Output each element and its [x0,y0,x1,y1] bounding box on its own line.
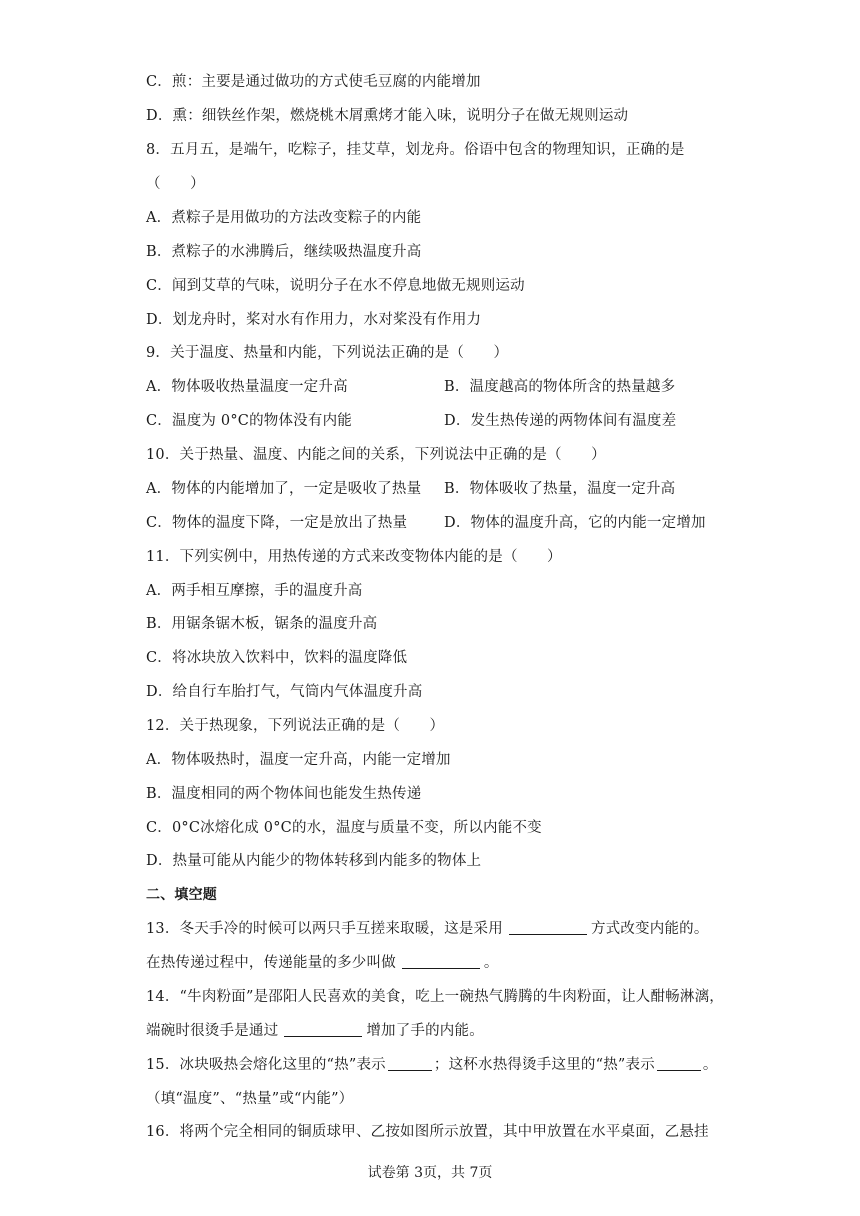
q16-stem: 16．将两个完全相同的铜质球甲、乙按如图所示放置，其中甲放置在水平桌面，乙悬挂 [146,1124,709,1140]
q13-line2 [146,953,499,973]
q15-text-part1: 15．冰块吸热会熔化这里的“热”表示 [146,1057,386,1073]
q8-answer-bracket: （ ） [146,176,205,192]
q8-option-d: D．划龙舟时，桨对水有作用力，水对桨没有作用力 [146,312,482,328]
q13-text-part2: 方式改变内能的。 [590,921,709,937]
q14-line1: 14．“牛肉粉面”是邵阳人民喜欢的美食，吃上一碗热气腾腾的牛肉粉面，让人酣畅淋漓， [146,989,724,1005]
q15-blank-2[interactable] [657,1056,701,1071]
q12-option-c: C．0°C冰熔化成 0°C的水，温度与质量不变，所以内能不变 [146,820,542,836]
q13-text-part1: 13．冬天手冷的时候可以两只手互搓来取暖，这是采用 [146,921,503,937]
q8-option-c: C．闻到艾草的气味，说明分子在水不停息地做无规则运动 [146,278,525,294]
q14-text-part1: 端碗时很烫手是通过 [146,1023,279,1039]
q15-text-part2: ；这杯水热得烫手这里的“热”表示 [433,1057,655,1073]
q13-blank-2[interactable] [402,954,480,969]
q15-text-part3: 。 [702,1057,718,1073]
q12-stem: 12．关于热现象，下列说法正确的是（ ） [146,718,445,734]
q13-text-part4: 。 [483,955,499,971]
q13-text-part3: 在热传递过程中，传递能量的多少叫做 [146,955,396,971]
page-footer: 试卷第 3页，共 7页 [367,1165,493,1181]
q14-line2 [146,1021,484,1041]
q13-line1 [146,919,709,939]
q10-option-c: C．物体的温度下降，一定是放出了热量 [146,515,408,531]
q7-option-d: D．熏：细铁丝作架，燃烧桃木屑熏烤才能入味，说明分子在做无规则运动 [146,108,629,124]
q11-option-d: D．给自行车胎打气，气筒内气体温度升高 [146,684,423,700]
q9-options-ab [146,377,676,397]
q12-option-a: A．物体吸热时，温度一定升高，内能一定增加 [146,752,451,768]
q9-option-a: A．物体吸收热量温度一定升高 [146,379,348,395]
section-heading-fill-blank: 二、填空题 [146,887,217,903]
q8-option-a: A．煮粽子是用做功的方法改变粽子的内能 [146,210,422,226]
q9-option-c: C．温度为 0°C的物体没有内能 [146,413,352,429]
q8-option-b: B．煮粽子的水沸腾后，继续吸热温度升高 [146,244,422,260]
q9-option-d: D．发生热传递的两物体间有温度差 [444,413,677,429]
q9-options-cd [146,411,677,431]
q11-option-b: B．用锯条锯木板，锯条的温度升高 [146,616,378,632]
q11-option-a: A．两手相互摩擦，手的温度升高 [146,583,363,599]
q10-option-a: A．物体的内能增加了，一定是吸收了热量 [146,481,422,497]
q11-stem: 11．下列实例中，用热传递的方式来改变物体内能的是（ ） [146,549,562,565]
q10-options-cd [146,513,706,533]
q15-hint: （填“温度”、“热量”或“内能”） [146,1091,354,1107]
q14-text-part2: 增加了手的内能。 [366,1023,484,1039]
q10-options-ab [146,479,676,499]
q7-option-c: C．煎：主要是通过做功的方式使毛豆腐的内能增加 [146,74,481,90]
q8-stem: 8．五月五，是端午，吃粽子，挂艾草，划龙舟。俗语中包含的物理知识，正确的是 [146,142,685,158]
q9-option-b: B．温度越高的物体所含的热量越多 [444,379,676,395]
q10-option-d: D．物体的温度升高，它的内能一定增加 [444,515,706,531]
q15-line1 [146,1055,718,1075]
q10-stem: 10．关于热量、温度、内能之间的关系，下列说法中正确的是（ ） [146,447,606,463]
q13-blank-1[interactable] [509,920,587,935]
q11-option-c: C．将冰块放入饮料中，饮料的温度降低 [146,650,408,666]
q15-blank-1[interactable] [388,1056,432,1071]
q10-option-b: B．物体吸收了热量，温度一定升高 [444,481,676,497]
q12-option-d: D．热量可能从内能少的物体转移到内能多的物体上 [146,853,482,869]
q12-option-b: B．温度相同的两个物体间也能发生热传递 [146,786,422,802]
q9-stem: 9．关于温度、热量和内能，下列说法正确的是（ ） [146,345,509,361]
q14-blank[interactable] [284,1022,362,1037]
